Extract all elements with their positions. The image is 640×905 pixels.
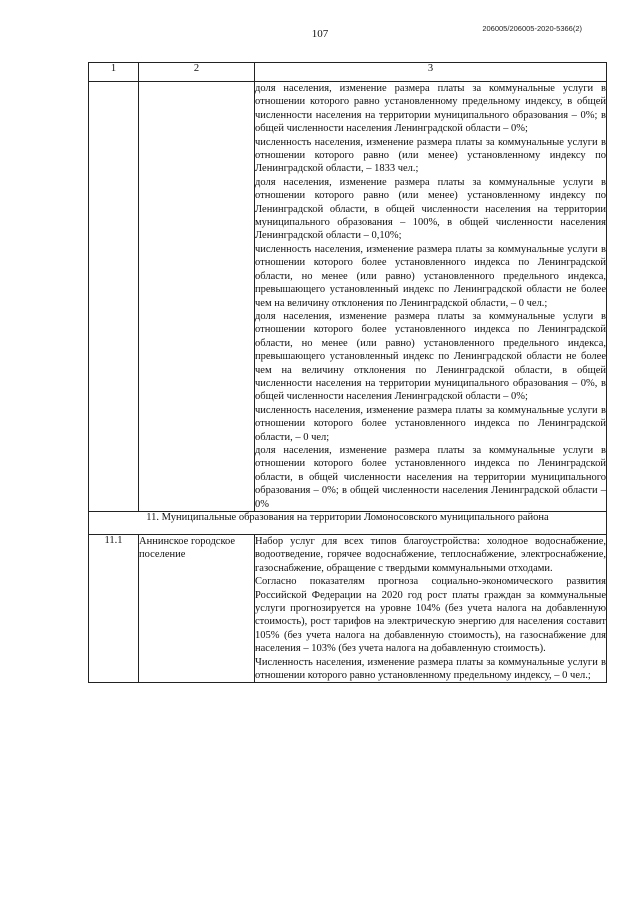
paragraph: Согласно показателям прогноза социально-экономического развития Российской Федерации на 2020 год рост платы граждан за коммунальные услуги прогнозируется на уровне 104% (без учета налога на добавленную стоимость), рост тарифов на электрическую энергию для населения составит 105% (без учета налога на добавленную стоимость), на газоснабжение для населения – 103% (без учета налога на добавленную стоимость).: [255, 576, 606, 655]
section-heading-row: [89, 512, 607, 535]
paragraph: численность населения, изменение размера платы за коммунальные услуги в отношении которого более установленного индекса по Ленинградской области, – 0 чел;: [255, 404, 606, 443]
page-number: 107: [311, 28, 329, 40]
paragraph: численность населения, изменение размера платы за коммунальные услуги в отношении которого равно (или менее) установленному индексу по Ленинградской области, – 1833 чел.;: [255, 136, 606, 175]
paragraph: доля населения, изменение размера платы за коммунальные услуги в отношении которого более установленного индекса по Ленинградской области, в общей численности населения на территории муниципального образования – 0%; в общей численности населения Ленинградской области – 0%: [255, 444, 606, 510]
column-header-1: 1: [89, 63, 139, 82]
section-heading: 11. Муниципальные образования на территории Ломоносовского муниципального района: [89, 512, 607, 535]
data-table: [88, 62, 607, 683]
row-number: 11.1: [89, 535, 139, 683]
paragraph: Набор услуг для всех типов благоустройства: холодное водоснабжение, водоотведение, горячее водоснабжение, теплоснабжение, электроснабжение, газоснабжение, обращение с твердыми коммунальными отходами.: [255, 536, 606, 574]
table-row: [89, 535, 607, 683]
column-header-2: 2: [139, 63, 255, 82]
continuation-number-cell: [89, 82, 139, 512]
table-header-row: [89, 63, 607, 82]
document-code: 206005/206005-2020-5366(2): [482, 24, 582, 33]
row-text-cell: [255, 535, 607, 683]
paragraph: доля населения, изменение размера платы за коммунальные услуги в отношении которого более установленного индекса по Ленинградской области, но менее (или равно) установленного предельного индекса, превышающего установленный индекс по Ленинградской области не более чем на величину отклонения по Ленинградской области, в общей численности населения на территории муниципального образования – 0%, в общей численности населения Ленинградской области – 0%;: [255, 310, 606, 403]
continuation-row: [89, 82, 607, 512]
paragraph: численность населения, изменение размера платы за коммунальные услуги в отношении которого более установленного индекса по Ленинградской области, но менее (или равно) установленного предельного индекса, превышающего установленный индекс по Ленинградской области не более чем на величину отклонения по Ленинградской области, – 0 чел.;: [255, 243, 606, 309]
paragraph: Численность населения, изменение размера платы за коммунальные услуги в отношении которого равно установленному предельному индексу, – 0 чел.;: [255, 656, 606, 682]
paragraph: доля населения, изменение размера платы за коммунальные услуги в отношении которого равно установленному предельному индексу, в общей численности населения на территории муниципального образования – 0%; в общей численности населения Ленинградской области – 0%;: [255, 83, 606, 135]
municipality-name: Аннинское городское поселение: [139, 535, 255, 683]
column-header-3: 3: [255, 63, 607, 82]
paragraph: доля населения, изменение размера платы за коммунальные услуги в отношении которого равно (или менее) установленному индексу по Ленинградской области, в общей численности населения на территории муниципального образования – 100%, в общей численности населения Ленинградской области – 0,10%;: [255, 176, 606, 242]
continuation-text-cell: [255, 82, 607, 512]
continuation-name-cell: [139, 82, 255, 512]
